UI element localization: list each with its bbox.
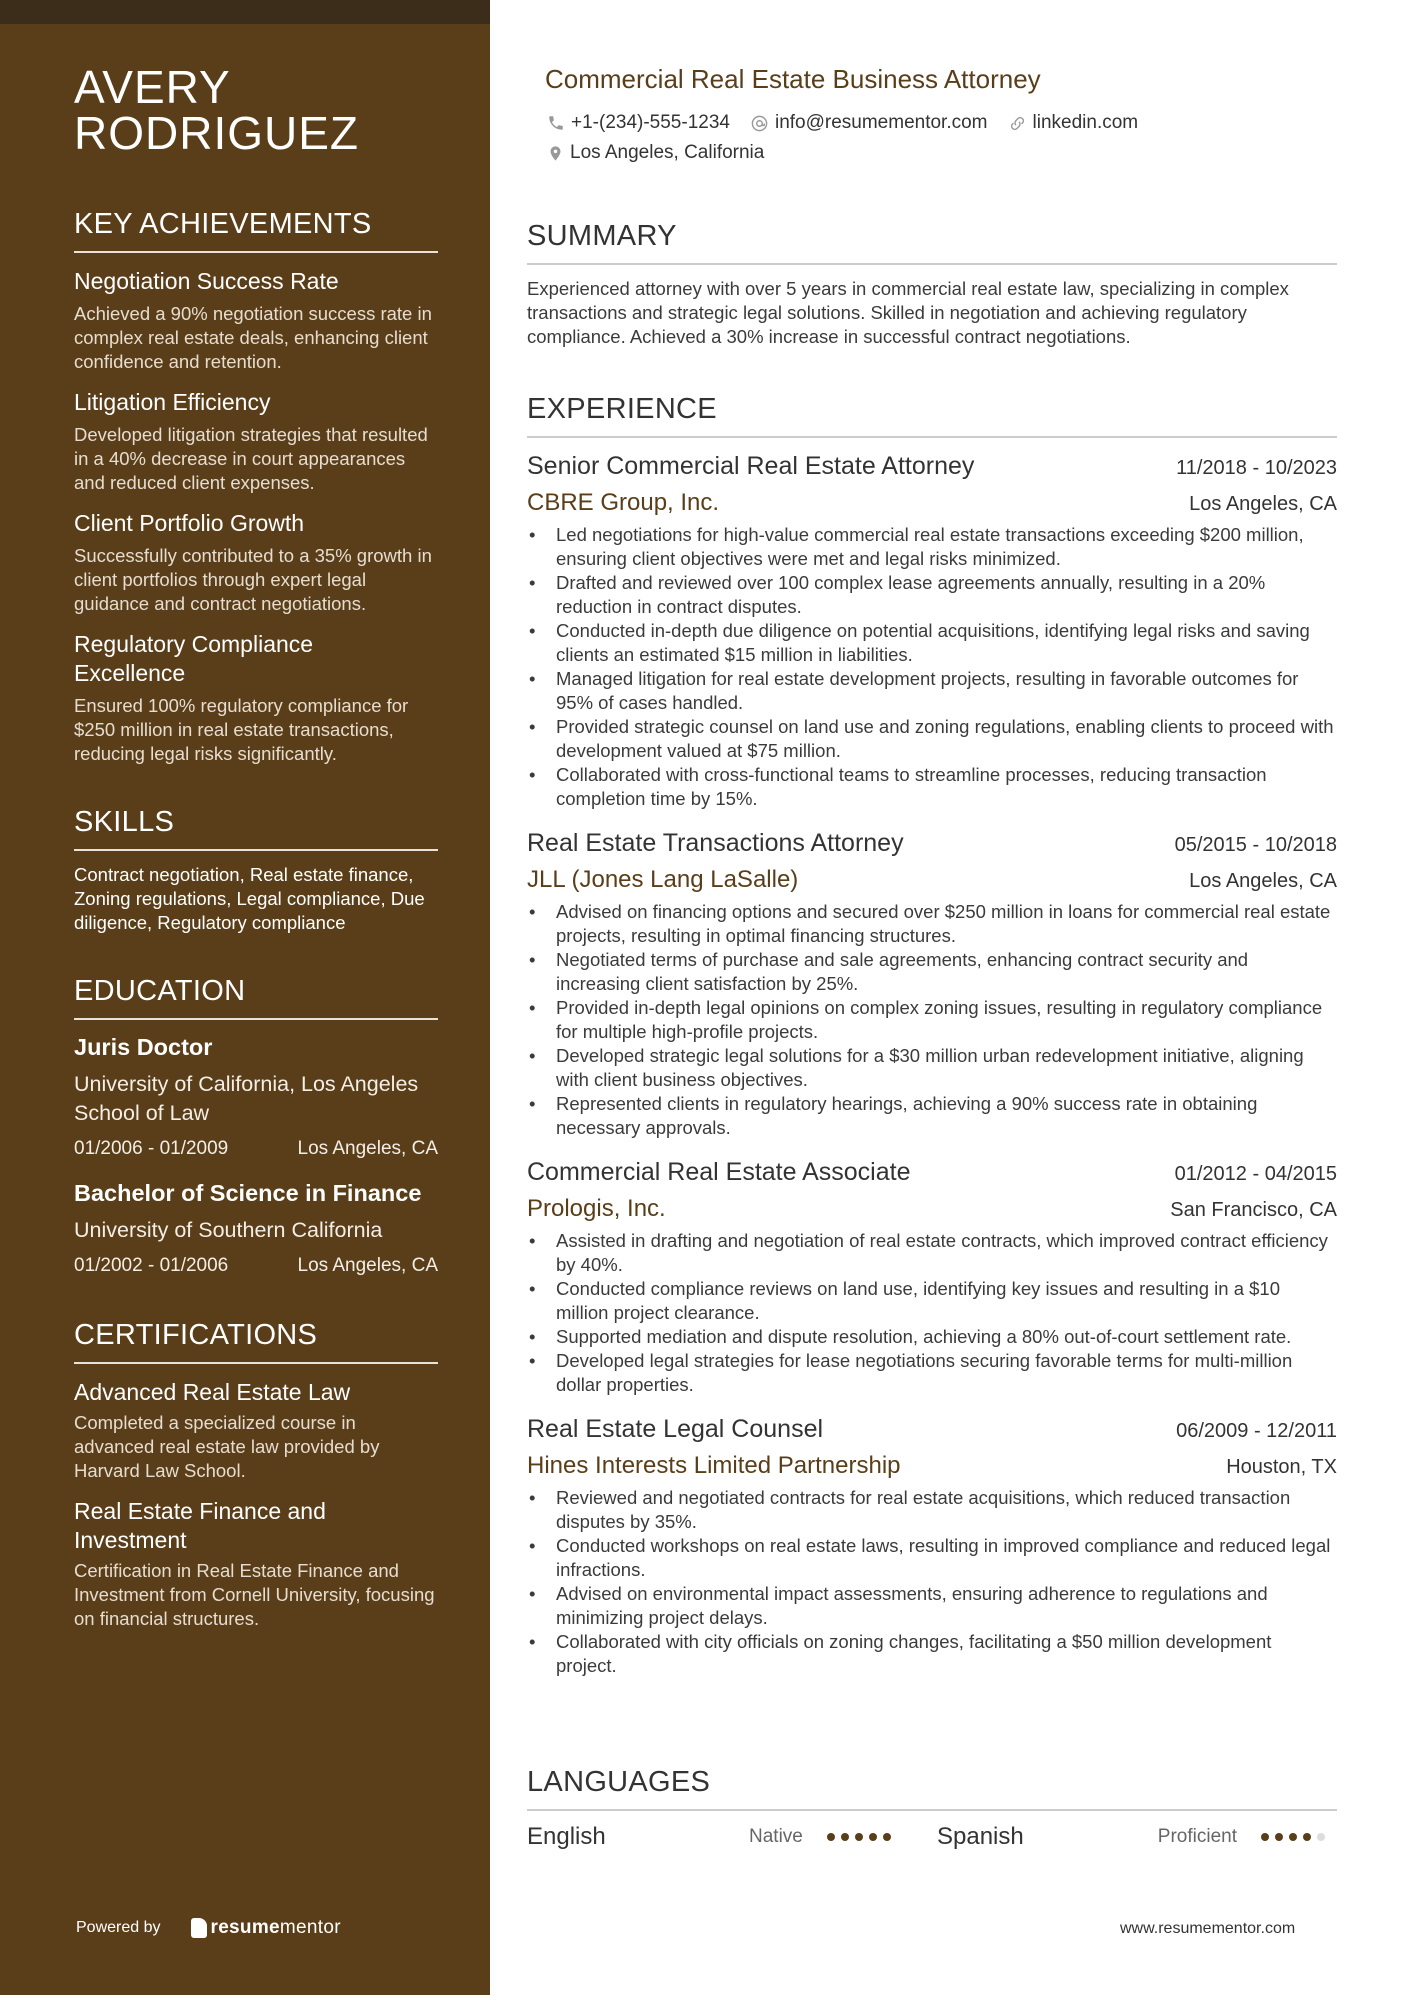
- languages-section: [527, 1766, 1337, 1851]
- achievement-item: [74, 630, 438, 766]
- rating-dot-filled: [883, 1833, 891, 1841]
- powered-by-label: Powered by: [76, 1919, 161, 1936]
- summary-text: Experienced attorney with over 5 years in commercial real estate law, specializing in complex transactions and strategic legal solutions. Skilled in negotiation and achieving regulatory compliance. Achieved a 30% increase in successful contract negotiations.: [527, 278, 1289, 347]
- job-bullet: • Supported mediation and dispute resolution, achieving a 80% out-of-court settlement rate.: [527, 1325, 1337, 1349]
- experience-item: [527, 1415, 1337, 1678]
- experience-item: [527, 452, 1337, 811]
- certification-item: [74, 1497, 438, 1631]
- job-bullet: • Negotiated terms of purchase and sale agreements, enhancing contract security and increasing client satisfaction by 25%.: [527, 948, 1337, 996]
- job-bullet: • Led negotiations for high-value commercial real estate transactions exceeding $200 million, ensuring client objectives were met and legal risks minimized.: [527, 523, 1337, 571]
- location-text: Los Angeles, California: [570, 142, 765, 163]
- job-company: Hines Interests Limited Partnership: [527, 1452, 901, 1479]
- education-location: Los Angeles, CA: [297, 1138, 438, 1159]
- job-bullet: • Drafted and reviewed over 100 complex lease agreements annually, resulting in a 20% reduction in contract disputes.: [527, 571, 1337, 619]
- job-company: Prologis, Inc.: [527, 1195, 666, 1222]
- language-rating: [827, 1833, 897, 1841]
- education-title: EDUCATION: [74, 975, 438, 1020]
- certification-title: Advanced Real Estate Law: [74, 1379, 351, 1405]
- job-bullet: • Collaborated with city officials on zoning changes, facilitating a $50 million development project.: [527, 1630, 1337, 1678]
- education-degree: Bachelor of Science in Finance: [74, 1180, 422, 1206]
- achievement-item: [74, 267, 438, 374]
- achievement-title: Litigation Efficiency: [74, 389, 271, 415]
- contact-phone[interactable]: [547, 112, 730, 134]
- education-degree: Juris Doctor: [74, 1034, 213, 1060]
- job-bullet: • Conducted compliance reviews on land use, identifying key issues and resulting in a $10 million project clearance.: [527, 1277, 1337, 1325]
- education-meta: [74, 1255, 438, 1277]
- language-rating: [1261, 1833, 1331, 1841]
- job-dates: 01/2012 - 04/2015: [1174, 1163, 1337, 1185]
- job-bullet: • Advised on financing options and secured over $250 million in loans for commercial real estate projects, resulting in optimal financing structures.: [527, 900, 1337, 948]
- achievement-desc: Achieved a 90% negotiation success rate in complex real estate deals, enhancing client confidence and retention.: [74, 303, 432, 372]
- first-name: AVERY: [74, 61, 231, 113]
- location-pin-icon: [547, 144, 564, 163]
- sidebar-top-band: [0, 0, 490, 24]
- job-bullet: • Assisted in drafting and negotiation of real estate contracts, which improved contract efficiency by 40%.: [527, 1229, 1337, 1277]
- achievement-item: [74, 509, 438, 616]
- phone-icon: [547, 114, 565, 132]
- job-bullet: • Collaborated with cross-functional teams to streamline processes, reducing transaction completion time by 15%.: [527, 763, 1337, 811]
- job-location: Los Angeles, CA: [1189, 870, 1337, 892]
- rating-dot-filled: [1303, 1833, 1311, 1841]
- rating-dot-filled: [1261, 1833, 1269, 1841]
- language-name: English: [527, 1823, 606, 1850]
- rating-dot-filled: [841, 1833, 849, 1841]
- job-headline: Commercial Real Estate Business Attorney: [545, 64, 1041, 94]
- last-name: RODRIGUEZ: [74, 107, 359, 159]
- achievements-title: KEY ACHIEVEMENTS: [74, 208, 438, 253]
- job-location: San Francisco, CA: [1170, 1199, 1337, 1221]
- experience-item: [527, 1158, 1337, 1397]
- achievement-desc: Developed litigation strategies that resulted in a 40% decrease in court appearances and reduced client expenses.: [74, 424, 428, 493]
- language-level: Proficient: [1157, 1826, 1237, 1847]
- job-bullet: • Represented clients in regulatory hearings, achieving a 90% success rate in obtaining necessary approvals.: [527, 1092, 1337, 1140]
- job-role: Real Estate Legal Counsel: [527, 1415, 824, 1443]
- skills-list: Contract negotiation, Real estate finance, Zoning regulations, Legal compliance, Due diligence, Regulatory compliance: [74, 864, 425, 933]
- language-item: [937, 1823, 1337, 1851]
- job-bullet: • Managed litigation for real estate development projects, resulting in favorable outcomes for 95% of cases handled.: [527, 667, 1337, 715]
- achievement-item: [74, 388, 438, 495]
- job-bullets: [527, 1229, 1337, 1397]
- brand-bold: resume: [210, 1917, 280, 1938]
- languages-row: [527, 1823, 1337, 1851]
- job-bullet: • Advised on environmental impact assessments, ensuring adherence to regulations and minimizing project delays.: [527, 1582, 1337, 1630]
- achievement-desc: Successfully contributed to a 35% growth in client portfolios through expert legal guidance and contract negotiations.: [74, 545, 432, 614]
- language-item: [527, 1823, 937, 1851]
- summary-section: [527, 220, 1337, 349]
- experience-title: EXPERIENCE: [527, 393, 1337, 438]
- sidebar-content: [74, 61, 438, 1631]
- linkedin-text: linkedin.com: [1032, 112, 1139, 133]
- contact-linkedin[interactable]: [1008, 112, 1139, 134]
- job-bullet: • Conducted workshops on real estate laws, resulting in improved compliance and reduced legal infractions.: [527, 1534, 1337, 1582]
- resumementor-logo[interactable]: [191, 1917, 341, 1939]
- resumementor-logo-icon: [191, 1918, 207, 1938]
- achievement-desc: Ensured 100% regulatory compliance for $250 million in real estate transactions, reducing legal risks significantly.: [74, 695, 409, 764]
- job-company: CBRE Group, Inc.: [527, 489, 720, 516]
- summary-title: SUMMARY: [527, 220, 1337, 265]
- footer-url[interactable]: www.resumementor.com: [1120, 1920, 1296, 1937]
- powered-by: [76, 1917, 341, 1939]
- skills-section: [74, 806, 438, 935]
- education-item: [74, 1032, 438, 1160]
- rating-dot-filled: [827, 1833, 835, 1841]
- job-role: Commercial Real Estate Associate: [527, 1158, 911, 1186]
- education-item: [74, 1178, 438, 1277]
- job-bullet: • Developed legal strategies for lease negotiations securing favorable terms for multi-million dollar properties.: [527, 1349, 1337, 1397]
- certification-desc: Completed a specialized course in advanced real estate law provided by Harvard Law School.: [74, 1412, 380, 1481]
- job-role: Real Estate Transactions Attorney: [527, 829, 904, 857]
- rating-dot-filled: [855, 1833, 863, 1841]
- job-location: Los Angeles, CA: [1189, 493, 1337, 515]
- job-dates: 05/2015 - 10/2018: [1174, 834, 1337, 856]
- job-bullet: • Conducted in-depth due diligence on potential acquisitions, identifying legal risks and saving clients an estimated $15 million in liabilities.: [527, 619, 1337, 667]
- experience-section: [527, 393, 1337, 1678]
- brand-light: mentor: [279, 1917, 341, 1938]
- job-bullet: • Provided in-depth legal opinions on complex zoning issues, resulting in regulatory compliance for multiple high-profile projects.: [527, 996, 1337, 1044]
- language-name: Spanish: [937, 1823, 1024, 1850]
- rating-dot-filled: [1289, 1833, 1297, 1841]
- job-bullets: [527, 900, 1337, 1140]
- education-dates: 01/2006 - 01/2009: [74, 1138, 229, 1159]
- rating-dot-filled: [869, 1833, 877, 1841]
- education-dates: 01/2002 - 01/2006: [74, 1255, 229, 1276]
- experience-item: [527, 829, 1337, 1140]
- achievement-title: Regulatory Compliance Excellence: [74, 631, 314, 686]
- certification-desc: Certification in Real Estate Finance and Investment from Cornell University, focusing on financial structures.: [74, 1560, 435, 1629]
- certifications-title: CERTIFICATIONS: [74, 1319, 438, 1364]
- job-company: JLL (Jones Lang LaSalle): [527, 866, 799, 893]
- contact-info: [547, 112, 1307, 172]
- email-text: info@resumementor.com: [774, 112, 988, 133]
- education-school: University of Southern California: [74, 1218, 383, 1242]
- achievement-title: Client Portfolio Growth: [74, 510, 305, 536]
- sidebar: [0, 0, 490, 1995]
- certification-title: Real Estate Finance and Investment: [74, 1498, 326, 1553]
- rating-dot-empty: [1317, 1833, 1325, 1841]
- achievements-section: [74, 208, 438, 766]
- job-bullet: • Developed strategic legal solutions for a $30 million urban redevelopment initiative, aligning with client business objectives.: [527, 1044, 1337, 1092]
- job-dates: 11/2018 - 10/2023: [1176, 457, 1337, 479]
- job-bullet: • Provided strategic counsel on land use and zoning regulations, enabling clients to proceed with development valued at $75 million.: [527, 715, 1337, 763]
- job-bullet: • Reviewed and negotiated contracts for real estate acquisitions, which reduced transaction disputes by 35%.: [527, 1486, 1337, 1534]
- languages-title: LANGUAGES: [527, 1766, 1337, 1811]
- job-role: Senior Commercial Real Estate Attorney: [527, 452, 975, 480]
- education-meta: [74, 1138, 438, 1160]
- skills-title: SKILLS: [74, 806, 438, 851]
- link-icon: [1008, 114, 1027, 133]
- contact-email[interactable]: [750, 112, 988, 134]
- rating-dot-filled: [1275, 1833, 1283, 1841]
- job-bullets: [527, 1486, 1337, 1678]
- job-dates: 06/2009 - 12/2011: [1176, 1420, 1337, 1442]
- certification-item: [74, 1378, 438, 1483]
- contact-location: [547, 142, 764, 164]
- job-location: Houston, TX: [1226, 1456, 1337, 1478]
- education-section: [74, 975, 438, 1277]
- job-bullets: [527, 523, 1337, 811]
- education-location: Los Angeles, CA: [297, 1255, 438, 1276]
- phone-text: +1-(234)-555-1234: [571, 112, 730, 133]
- at-icon: [750, 114, 769, 133]
- certifications-section: [74, 1319, 438, 1631]
- language-level: Native: [749, 1826, 803, 1847]
- achievement-title: Negotiation Success Rate: [74, 268, 339, 294]
- candidate-name: [74, 61, 438, 159]
- education-school: University of California, Los Angeles School of Law: [74, 1072, 419, 1125]
